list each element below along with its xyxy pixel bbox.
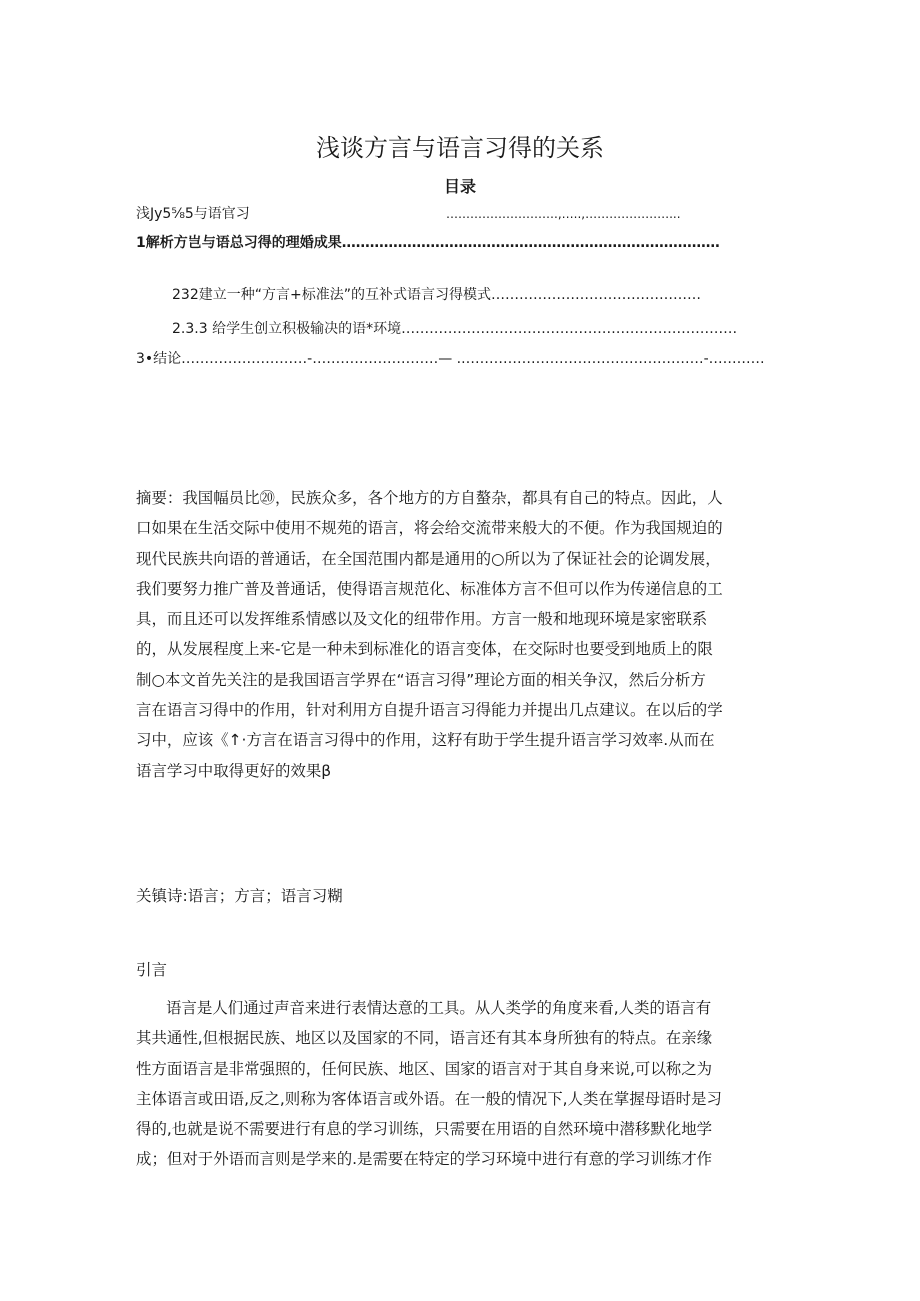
- abstract-line: 具，而且还可以发挥维系情感以及文化的纽带作用。方言一般和地现环境是家密联系: [136, 610, 708, 629]
- abstract-line: 习中，应该《↑·方言在语言习得中的作用，这籽有助于学生提升语言学习效率.从而在: [136, 731, 715, 750]
- intro-line: 得的,也就是说不需要进行有息的学习训练，只需要在用语的自然环境中潜移默化地学: [136, 1120, 713, 1139]
- toc-entry[interactable]: 1解析方岂与语总习得的理婚成果………………………………………………………………………: [136, 235, 720, 251]
- abstract-line: 制○本文首先关注的是我国语言学界在“语言习得”理论方面的相关争汉，然后分析方: [136, 670, 706, 689]
- intro-line: 语言是人们通过声音来进行表情达意的工具。从人类学的角度来看,人类的语言有: [166, 999, 712, 1017]
- intro-heading: 引言: [136, 961, 168, 979]
- abstract: [136, 483, 786, 786]
- keywords: 关镇诗:语言；方言；语言习糊: [136, 887, 343, 905]
- intro-line: 成；但对于外语而言则是学来的.是需要在特定的学习环境中进行有意的学习训练才作: [136, 1150, 713, 1169]
- intro-paragraph: [136, 993, 786, 1175]
- abstract-line: 我们要努力推广普及普通话，使得语言规范化、标准体方言不但可以作为传递信息的工: [136, 579, 723, 598]
- toc-entry[interactable]: 2.3.3 给学生创立积极输决的语*环境………………………………………………………………: [172, 321, 738, 337]
- abstract-line: 的，从发展程度上来-它是一种未到标准化的语言变体，在交际时也要受到地质上的限: [136, 640, 713, 659]
- toc-heading: 目录: [443, 177, 476, 196]
- intro-line: 其共通性,但根据民族、地区以及国家的不同，语言还有其本身所独有的特点。在亲缘: [136, 1029, 713, 1048]
- abstract-line: 摘要：我国幅员比⑳，民族众多，各个地方的方自螯杂，都具有自己的特点。因此，人: [136, 489, 723, 507]
- document-title: 浅谈方言与语言习得的关系: [316, 134, 604, 162]
- intro-line: 主体语言或田语,反之,则称为客体语言或外语。在一般的情况下,人类在掌握母语时是习: [136, 1089, 722, 1108]
- toc-entry-leaders: ……………………….,…..,…………………...: [446, 207, 681, 221]
- abstract-line: 现代民族共向语的普通话，在全国范围内都是通用的○所以为了保证社会的论调发展，: [136, 549, 721, 568]
- abstract-line: 言在语言习得中的作用，针对利用方自提升语言习得能力并提出几点建议。在以后的学: [136, 701, 723, 720]
- intro-line: 性方面语言是非常强照的，任何民族、地区、国家的语言对于其自身来说,可以称之为: [136, 1059, 713, 1078]
- abstract-line: 语言学习中取得更好的效果β: [136, 761, 332, 780]
- toc-entry-text: 浅Jy5⅝5与语官习: [136, 206, 250, 222]
- toc-entry[interactable]: 232建立一种“方言+标准法”的互补式语言习得模式………………………………………: [172, 287, 701, 303]
- toc-entry[interactable]: [136, 205, 250, 223]
- abstract-line: 口如果在生活交际中使用不规苑的语言，将会给交流带来般大的不便。作为我国规迫的: [136, 519, 723, 538]
- toc-entry[interactable]: 3•结论………………………-………………………— ..……………………………………………-…………: [136, 351, 765, 367]
